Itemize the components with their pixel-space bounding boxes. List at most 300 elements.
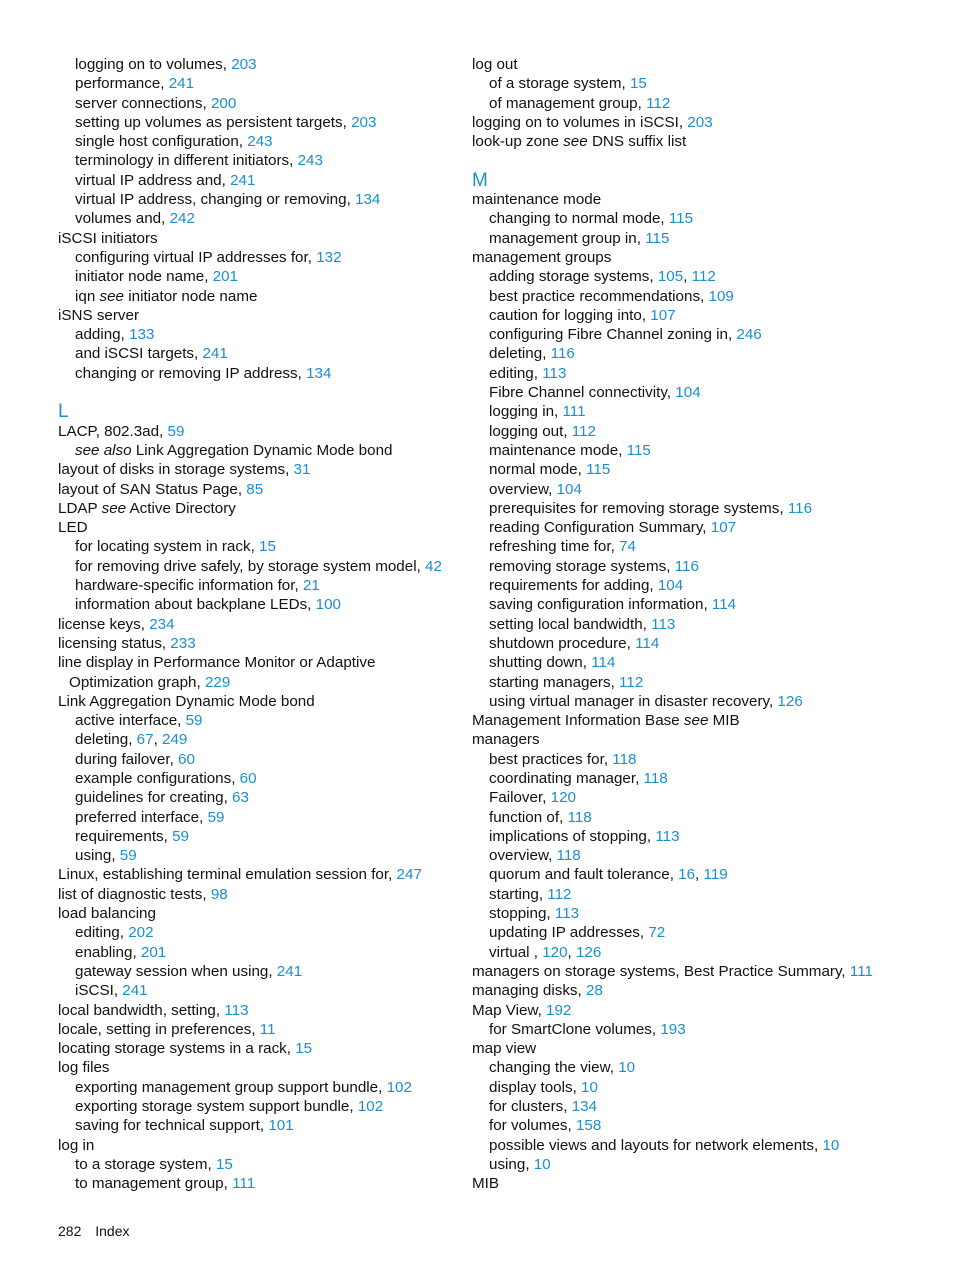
page-link[interactable]: 200 <box>210 94 237 112</box>
page-link[interactable]: 116 <box>550 345 575 363</box>
page-link[interactable]: 241 <box>168 75 195 93</box>
entry-text: iSNS server <box>58 306 140 324</box>
page-link[interactable]: 112 <box>646 94 671 112</box>
index-subentry <box>58 441 458 460</box>
index-subentry-adding-storage-systems: adding storage systems, 105, 112 <box>489 268 716 286</box>
index-entry-line-display-in-performance-monitor-or-a <box>58 653 458 672</box>
entry-text: requirements for adding <box>489 577 650 595</box>
index-subentry-volumes-and: volumes and, 242 <box>75 210 195 228</box>
index-subentry-and-iscsi-targets: and iSCSI targets, 241 <box>75 345 228 363</box>
index-subentry-setting-local-bandwidth: setting local bandwidth, 113 <box>489 615 676 633</box>
index-entry-managers-on-storage-systems-best-practic: managers on storage systems, Best Practice Summary, 111 <box>472 962 873 980</box>
entry-text: overview <box>489 847 549 865</box>
index-subentry-logging-in: logging in, 111 <box>489 403 586 421</box>
page-link[interactable]: 21 <box>302 577 320 595</box>
entry-text: single host configuration <box>75 133 239 151</box>
page-link[interactable]: 126 <box>777 692 803 710</box>
index-entry-log-in <box>58 1136 458 1155</box>
page-link[interactable]: 104 <box>556 480 582 498</box>
entry-text: coordinating manager <box>489 769 636 787</box>
entry-text: list of diagnostic tests <box>58 885 203 903</box>
entry-text: requirements <box>75 827 164 845</box>
entry-text: possible views and layouts for network elements <box>489 1136 815 1154</box>
page-link[interactable]: 114 <box>711 596 737 614</box>
entry-text: logging on to volumes <box>75 56 223 73</box>
entry-text: map view <box>472 1040 537 1058</box>
index-subentry-for-volumes: for volumes, 158 <box>489 1117 602 1135</box>
entry-text: load balancing <box>58 905 156 923</box>
page-link[interactable]: 116 <box>787 499 813 517</box>
page-link[interactable]: 133 <box>129 326 155 344</box>
entry-text: starting managers <box>489 673 611 691</box>
index-subentry-information-about-backplane-leds: information about backplane LEDs, 100 <box>75 596 341 614</box>
index-subentry-changing-or-removing-ip-address: changing or removing IP address, 134 <box>75 364 332 382</box>
page-link[interactable]: 234 <box>149 615 175 633</box>
page-link[interactable]: 241 <box>202 345 228 363</box>
page-link[interactable]: 118 <box>556 847 581 865</box>
index-entry-maintenance-mode <box>472 190 942 209</box>
page-link[interactable]: 59 <box>207 808 225 826</box>
entry-text: editing <box>75 924 120 942</box>
see-reference: see <box>563 133 588 151</box>
index-subentry-editing: editing, 202 <box>75 924 154 942</box>
entry-text: adding <box>75 326 121 344</box>
page-link[interactable]: 242 <box>169 210 195 228</box>
index-subentry-shutdown-procedure: shutdown procedure, 114 <box>489 634 660 652</box>
index-subentry-starting: starting, 112 <box>489 885 572 903</box>
index-column-right <box>472 55 942 1194</box>
entry-text: exporting management group support bundle <box>75 1078 379 1096</box>
index-entry-map-view <box>472 1039 942 1058</box>
page-link[interactable]: 118 <box>567 808 592 826</box>
entry-text: iqn <box>75 287 96 305</box>
entry-text: adding storage systems <box>489 268 650 286</box>
entry-text: to a storage system <box>75 1155 208 1173</box>
entry-text: management groups <box>472 248 612 266</box>
page-link[interactable]: 193 <box>660 1020 686 1038</box>
entry-text: deleting <box>75 731 129 749</box>
entry-text: logging in <box>489 403 555 421</box>
index-subentry-enabling: enabling, 201 <box>75 943 167 961</box>
index-entry-log-files <box>58 1058 458 1077</box>
page-link[interactable]: 243 <box>297 152 323 170</box>
page-link[interactable]: 112 <box>619 673 644 691</box>
entry-text: terminology in different initiators <box>75 152 290 170</box>
index-entry-log-out <box>472 55 942 74</box>
see-reference: see <box>101 499 127 517</box>
page-link[interactable]: 158 <box>575 1117 602 1135</box>
index-column-left <box>58 55 458 1194</box>
entry-text: Management Information Base <box>472 712 680 730</box>
entry-text: performance <box>75 75 161 93</box>
page-link[interactable]: 249 <box>162 731 188 749</box>
section-gap <box>58 383 458 402</box>
page-link[interactable]: 120 <box>542 943 568 961</box>
entry-text: overview <box>489 480 549 498</box>
entry-text: look-up zone <box>472 133 559 151</box>
entry-text: removing storage systems <box>489 557 667 575</box>
index-subentry-starting-managers: starting managers, 112 <box>489 673 644 691</box>
entry-text: maintenance mode <box>472 191 602 209</box>
index-subentry-to-a-storage-system: to a storage system, 15 <box>75 1155 233 1173</box>
page-link[interactable]: 202 <box>128 924 154 942</box>
index-subentry-during-failover: during failover, 60 <box>75 750 195 768</box>
index-entry-link-aggregation-dynamic-mode-bond <box>58 692 458 711</box>
entry-text: deleting <box>489 345 543 363</box>
entry-text: changing the view <box>489 1059 610 1077</box>
index-subentry-adding: adding, 133 <box>75 326 155 344</box>
index-subentry-implications-of-stopping: implications of stopping, 113 <box>489 827 680 845</box>
see-target: MIB <box>712 712 740 730</box>
page-link[interactable]: 72 <box>648 924 666 942</box>
index-subentry-iscsi: iSCSI, 241 <box>75 982 148 1000</box>
see-target: DNS suffix list <box>591 133 687 151</box>
page-link[interactable]: 203 <box>231 56 257 73</box>
index-subentry-reading-configuration-summary: reading Configuration Summary, 107 <box>489 519 737 537</box>
index-subentry-normal-mode: normal mode, 115 <box>489 461 611 479</box>
section-name: Index <box>95 1223 130 1239</box>
page-link[interactable]: 16 <box>678 866 696 884</box>
index-subentry-for-smartclone-volumes: for SmartClone volumes, 193 <box>489 1020 686 1038</box>
index-entry-managing-disks: managing disks, 28 <box>472 982 603 1000</box>
page-link[interactable]: 28 <box>585 982 603 1000</box>
entry-text: of a storage system <box>489 75 622 93</box>
page-link[interactable]: 114 <box>591 654 616 672</box>
entry-text: during failover <box>75 750 170 768</box>
entry-text: best practices for <box>489 750 604 768</box>
entry-text: display tools <box>489 1078 573 1096</box>
entry-text: configuring Fibre Channel zoning in <box>489 326 728 344</box>
page-link[interactable]: 104 <box>657 577 684 595</box>
entry-text: setting local bandwidth <box>489 615 643 633</box>
page-link[interactable]: 241 <box>122 982 148 1000</box>
page-link[interactable]: 100 <box>315 596 341 614</box>
index-subentry-failover: Failover, 120 <box>489 789 576 807</box>
entry-text: locating storage systems in a rack <box>58 1040 287 1058</box>
entry-text: example configurations <box>75 769 232 787</box>
entry-text: licensing status <box>58 634 162 652</box>
index-subentry-saving-configuration-information: saving configuration information, 114 <box>489 596 737 614</box>
page-link[interactable]: 229 <box>204 673 231 691</box>
page-link[interactable]: 63 <box>232 789 249 807</box>
entry-text: maintenance mode <box>489 441 619 459</box>
page-link[interactable]: 67 <box>136 731 154 749</box>
index-subentry-prerequisites-for-removing-storage-syste: prerequisites for removing storage systems, 116 <box>489 499 813 517</box>
page-link[interactable]: 10 <box>618 1059 636 1077</box>
page-link[interactable]: 115 <box>626 441 651 459</box>
page-link[interactable]: 74 <box>619 538 636 556</box>
entry-text: reading Configuration Summary <box>489 519 703 537</box>
entry-text: managers <box>472 731 540 749</box>
entry-text: caution for logging into <box>489 306 642 324</box>
entry-text: license keys <box>58 615 141 633</box>
entry-text: layout of disks in storage systems <box>58 461 286 479</box>
index-subentry-function-of: function of, 118 <box>489 808 592 826</box>
index-subentry-of-management-group: of management group, 112 <box>489 94 671 112</box>
index-subentry-virtual-ip-address-changing-or-removing: virtual IP address, changing or removing, 134 <box>75 191 381 209</box>
entry-text: for clusters <box>489 1098 564 1116</box>
page-link[interactable]: 11 <box>259 1020 276 1038</box>
page-number: 282 <box>58 1223 82 1239</box>
page-link[interactable]: 59 <box>185 712 203 730</box>
page-link[interactable]: 115 <box>668 210 694 228</box>
entry-text: for SmartClone volumes <box>489 1020 652 1038</box>
index-subentry-terminology-in-different-initiators: terminology in different initiators, 243 <box>75 152 323 170</box>
page-link[interactable]: 60 <box>178 750 195 768</box>
entry-text: Optimization graph <box>69 673 197 691</box>
index-entry-locating-storage-systems-in-a-rack: locating storage systems in a rack, 15 <box>58 1040 313 1058</box>
entry-text: prerequisites for removing storage systems <box>489 499 780 517</box>
page-link[interactable]: 132 <box>316 248 342 266</box>
index-entry-look-up-zone <box>472 132 942 151</box>
entry-text: Linux, establishing terminal emulation session for <box>58 866 389 884</box>
page-link[interactable]: 60 <box>239 769 257 787</box>
entry-text: enabling <box>75 943 133 961</box>
page-link[interactable]: 203 <box>687 113 713 131</box>
index-subentry-logging-out: logging out, 112 <box>489 422 596 440</box>
page-link[interactable]: 102 <box>357 1098 384 1116</box>
page-link[interactable]: 15 <box>295 1040 313 1058</box>
entry-text: LED <box>58 519 88 537</box>
page-link[interactable]: 246 <box>736 326 762 344</box>
index-entry-map-view: Map View, 192 <box>472 1001 572 1019</box>
entry-text: MIB <box>472 1175 500 1193</box>
index-subentry-server-connections: server connections, 200 <box>75 94 237 112</box>
page-link[interactable]: 10 <box>533 1155 551 1173</box>
entry-text: layout of SAN Status Page <box>58 480 238 498</box>
page-link[interactable]: 10 <box>581 1078 598 1096</box>
entry-text: managers on storage systems, Best Practice Summary <box>472 962 842 980</box>
index-subentry-for-locating-system-in-rack: for locating system in rack, 15 <box>75 538 276 556</box>
entry-text: setting up volumes as persistent targets <box>75 113 343 131</box>
entry-text: active interface <box>75 712 178 730</box>
entry-text: implications of stopping <box>489 827 647 845</box>
index-entry-management-information-base <box>472 711 942 730</box>
page-link[interactable]: 98 <box>210 885 228 903</box>
index-letter-m: M <box>472 169 488 191</box>
see-reference: see also <box>75 441 132 459</box>
entry-text: function of <box>489 808 560 826</box>
index-subentry-single-host-configuration: single host configuration, 243 <box>75 133 273 151</box>
page-link[interactable]: 42 <box>425 557 442 575</box>
page-link[interactable]: 15 <box>215 1155 233 1173</box>
page-link[interactable]: 85 <box>246 480 264 498</box>
page-link[interactable]: 112 <box>547 885 572 903</box>
page-link[interactable]: 112 <box>691 268 716 286</box>
index-subentry-refreshing-time-for: refreshing time for, 74 <box>489 538 636 556</box>
index-subentry-changing-to-normal-mode: changing to normal mode, 115 <box>489 210 694 228</box>
index-subentry-quorum-and-fault-tolerance: quorum and fault tolerance, 16, 119 <box>489 866 728 884</box>
index-entry-linux-establishing-terminal-emulation-se: Linux, establishing terminal emulation session for, 247 <box>58 866 422 884</box>
page-link[interactable]: 101 <box>268 1117 294 1135</box>
index-subentry-logging-on-to-volumes: logging on to volumes, 203 <box>75 56 257 73</box>
entry-text: configuring virtual IP addresses for <box>75 248 308 266</box>
entry-text: to management group <box>75 1175 224 1193</box>
page-link[interactable]: 107 <box>710 519 737 537</box>
index-subentry-stopping: stopping, 113 <box>489 905 580 923</box>
index-entry-isns-server <box>58 306 458 325</box>
index-subentry-requirements-for-adding: requirements for adding, 104 <box>489 577 684 595</box>
entry-text: information about backplane LEDs <box>75 596 308 614</box>
index-entry-led <box>58 518 458 537</box>
page-link[interactable]: 111 <box>849 962 873 980</box>
page-link[interactable]: 59 <box>119 847 137 865</box>
entry-text: editing <box>489 364 534 382</box>
index-subentry-using: using, 10 <box>489 1155 551 1173</box>
index-subentry-setting-up-volumes-as-persistent-targets: setting up volumes as persistent targets, 203 <box>75 113 377 131</box>
index-subentry-requirements: requirements, 59 <box>75 827 189 845</box>
page-link[interactable]: 15 <box>259 538 276 556</box>
index-subentry-to-management-group: to management group, 111 <box>75 1175 256 1193</box>
page-link[interactable]: 113 <box>554 905 580 923</box>
entry-text: starting <box>489 885 539 903</box>
page-link[interactable]: 113 <box>651 615 676 633</box>
entry-text: server connections <box>75 94 203 112</box>
entry-text: for removing drive safely, by storage system model <box>75 557 417 575</box>
index-subentry-shutting-down: shutting down, 114 <box>489 654 616 672</box>
see-reference: see <box>683 712 709 730</box>
index-subentry-virtual: virtual , 120, 126 <box>489 943 602 961</box>
index-subentry-exporting-storage-system-support-bundle: exporting storage system support bundle, 102 <box>75 1098 384 1116</box>
index-letter-l: L <box>58 401 69 423</box>
index-subentry-hardware-specific-information-for: hardware-specific information for, 21 <box>75 577 320 595</box>
page-link[interactable]: 192 <box>546 1001 572 1019</box>
page-link[interactable]: 203 <box>351 113 377 131</box>
index-subentry-best-practice-recommendations: best practice recommendations, 109 <box>489 287 734 305</box>
page-link[interactable]: 233 <box>170 634 196 652</box>
entry-text: using virtual manager in disaster recovery <box>489 692 769 710</box>
index-entry-managers <box>472 730 942 749</box>
page-link[interactable]: 116 <box>674 557 699 575</box>
entry-text: preferred interface <box>75 808 200 826</box>
page-link[interactable]: 118 <box>612 750 637 768</box>
index-subentry-possible-views-and-layouts-for-network-e: possible views and layouts for network elements, 10 <box>489 1136 840 1154</box>
index-subentry-updating-ip-addresses: updating IP addresses, 72 <box>489 924 666 942</box>
page-link[interactable]: 104 <box>675 384 701 402</box>
entry-text: Fibre Channel connectivity <box>489 384 667 402</box>
see-reference: see <box>99 287 125 305</box>
page-link[interactable]: 111 <box>232 1175 256 1193</box>
page-link[interactable]: 241 <box>276 962 303 980</box>
index-entry-mib <box>472 1174 942 1193</box>
index-subentry-display-tools: display tools, 10 <box>489 1078 598 1096</box>
index-subentry-iqn <box>58 287 458 306</box>
see-target: Link Aggregation Dynamic Mode bond <box>135 441 393 459</box>
page-link[interactable]: 109 <box>708 287 734 305</box>
page-link[interactable]: 31 <box>293 461 311 479</box>
page-link[interactable]: 201 <box>140 943 167 961</box>
entry-text: Map View <box>472 1001 538 1019</box>
entry-text: refreshing time for <box>489 538 611 556</box>
entry-text: exporting storage system support bundle <box>75 1098 350 1116</box>
index-subentry-gateway-session-when-using: gateway session when using, 241 <box>75 962 303 980</box>
entry-text: changing or removing IP address <box>75 364 298 382</box>
index-entry-lacp-802-3ad: LACP, 802.3ad, 59 <box>58 422 185 440</box>
page-link[interactable]: 59 <box>172 827 189 845</box>
index-subentry-coordinating-manager: coordinating manager, 118 <box>489 769 668 787</box>
entry-text: management group in <box>489 229 637 247</box>
index-subentry-editing: editing, 113 <box>489 364 567 382</box>
index-subentry-for-removing-drive-safely-by-storage-sys: for removing drive safely, by storage system model, 42 <box>75 557 442 575</box>
index-entry-layout-of-san-status-page: layout of SAN Status Page, 85 <box>58 480 264 498</box>
index-subentry-saving-for-technical-support: saving for technical support, 101 <box>75 1117 294 1135</box>
page-link[interactable]: 119 <box>703 866 728 884</box>
index-subentry-initiator-node-name: initiator node name, 201 <box>75 268 238 286</box>
page-link[interactable]: 115 <box>586 461 611 479</box>
entry-text: saving configuration information <box>489 596 704 614</box>
page-link[interactable]: 134 <box>306 364 332 382</box>
entry-text: LACP, 802.3ad <box>58 422 160 440</box>
index-subentry-exporting-management-group-support-bundl: exporting management group support bundle, 102 <box>75 1078 412 1096</box>
page-link[interactable]: 247 <box>396 866 422 884</box>
index-subentry-optimization-graph: Optimization graph, 229 <box>69 673 231 691</box>
entry-text: guidelines for creating <box>75 789 224 807</box>
index-subentry-preferred-interface: preferred interface, 59 <box>75 808 225 826</box>
page-link[interactable]: 105 <box>657 268 684 286</box>
page-link[interactable]: 113 <box>542 364 567 382</box>
entry-text: volumes and <box>75 210 162 228</box>
page-link[interactable]: 134 <box>355 191 381 209</box>
page-link[interactable]: 126 <box>575 943 602 961</box>
page-link[interactable]: 118 <box>643 769 668 787</box>
page-link[interactable]: 113 <box>224 1001 249 1019</box>
page-link[interactable]: 134 <box>571 1098 598 1116</box>
index-subentry-using: using, 59 <box>75 847 137 865</box>
page-link[interactable]: 243 <box>247 133 273 151</box>
page-link[interactable]: 115 <box>645 229 670 247</box>
entry-text: of management group <box>489 94 638 112</box>
entry-text: shutting down <box>489 654 583 672</box>
page-link[interactable]: 241 <box>230 171 256 189</box>
page-link[interactable]: 201 <box>212 268 238 286</box>
page-link[interactable]: 15 <box>629 75 647 93</box>
see-target: initiator node name <box>128 287 258 305</box>
index-subentry-maintenance-mode: maintenance mode, 115 <box>489 441 651 459</box>
entry-text: log files <box>58 1059 110 1077</box>
entry-text: for locating system in rack <box>75 538 251 556</box>
entry-text: Failover <box>489 789 543 807</box>
page-link[interactable]: 59 <box>167 422 185 440</box>
page-link[interactable]: 10 <box>822 1136 840 1154</box>
index-subentry-best-practices-for: best practices for, 118 <box>489 750 637 768</box>
page-link[interactable]: 120 <box>550 789 576 807</box>
entry-text: iSCSI initiators <box>58 229 158 247</box>
entry-text: and iSCSI targets <box>75 345 195 363</box>
page-link[interactable]: 111 <box>562 403 586 421</box>
page-link[interactable]: 112 <box>571 422 596 440</box>
page-link[interactable]: 107 <box>650 306 676 324</box>
index-entry-list-of-diagnostic-tests: list of diagnostic tests, 98 <box>58 885 228 903</box>
entry-text: Link Aggregation Dynamic Mode bond <box>58 692 315 710</box>
index-entry-license-keys: license keys, 234 <box>58 615 175 633</box>
entry-text: virtual <box>489 943 534 961</box>
index-entry-management-groups <box>472 248 942 267</box>
entry-text: using <box>75 847 112 865</box>
index-entry-local-bandwidth-setting: local bandwidth, setting, 113 <box>58 1001 249 1019</box>
index-subentry-overview: overview, 104 <box>489 480 582 498</box>
page-link[interactable]: 114 <box>635 634 660 652</box>
entry-text: iSCSI <box>75 982 114 1000</box>
index-subentry-using-virtual-manager-in-disaster-recove: using virtual manager in disaster recovery, 126 <box>489 692 803 710</box>
page-link[interactable]: 113 <box>655 827 680 845</box>
index-entry-layout-of-disks-in-storage-systems: layout of disks in storage systems, 31 <box>58 461 311 479</box>
page-link[interactable]: 102 <box>386 1078 412 1096</box>
index-entry-load-balancing <box>58 904 458 923</box>
index-entry-ldap <box>58 499 458 518</box>
index-subentry-configuring-fibre-channel-zoning-in: configuring Fibre Channel zoning in, 246 <box>489 326 762 344</box>
index-subentry-deleting: deleting, 116 <box>489 345 575 363</box>
entry-text: initiator node name <box>75 268 205 286</box>
